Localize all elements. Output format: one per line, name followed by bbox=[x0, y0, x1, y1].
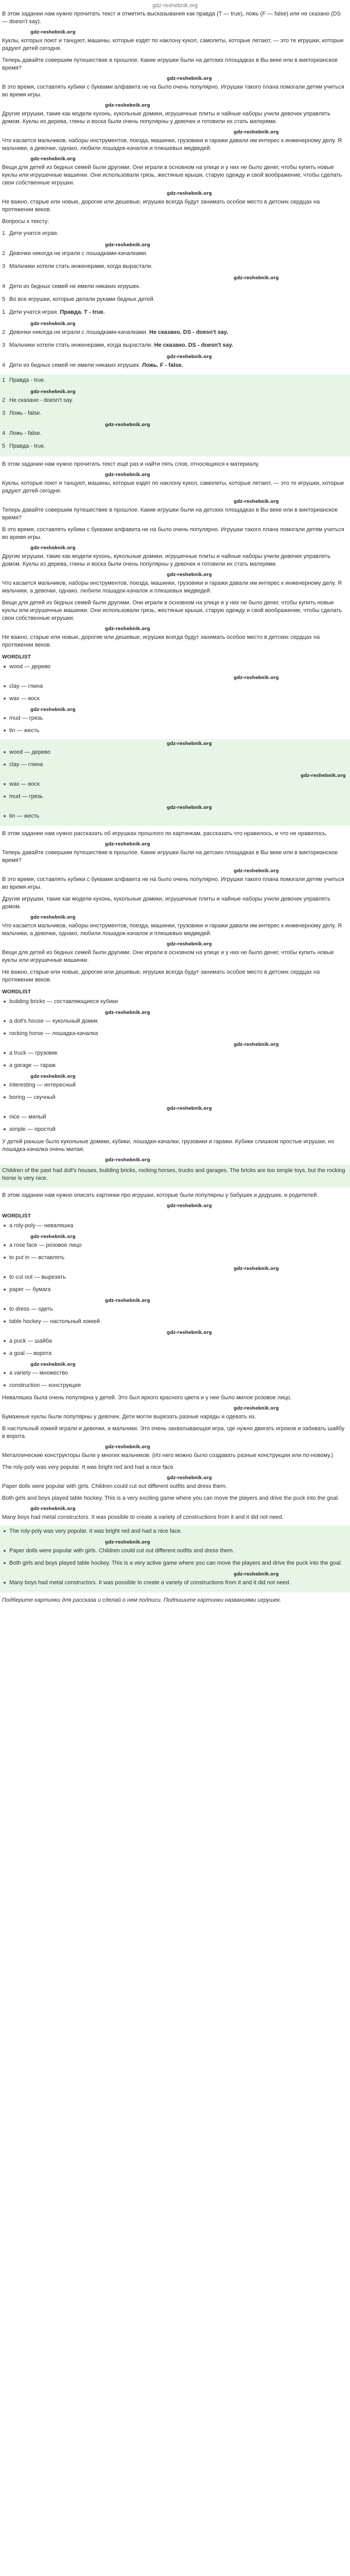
wordlist-title: WORDLIST bbox=[2, 989, 31, 995]
wordlist-item: a rose face — розовое лицо bbox=[2, 1242, 348, 1249]
wordlist-item: tin — жесть bbox=[2, 812, 348, 820]
watermark: gdz-reshebnik.org bbox=[167, 1106, 212, 1111]
watermark: gdz-reshebnik.org bbox=[105, 1445, 150, 1450]
list-item bbox=[2, 263, 348, 270]
task3-intro: В этом задании нам нужно рассказать об игрушках прошлого по картинкам, рассказать что нравилось, и что не нравилось. bbox=[2, 831, 327, 837]
item-text: Девочки никогда не играли с лошадками-качалками. bbox=[9, 329, 148, 335]
task4-p8: Many boys had metal constructors. It was possible to create a variety of constructions from it and it did not need. bbox=[2, 1514, 284, 1520]
wordlist-item: a roly-poly — неваляшка bbox=[2, 1222, 348, 1229]
list-item bbox=[2, 230, 348, 237]
answer-box bbox=[0, 375, 350, 456]
watermark: gdz-reshebnik.org bbox=[30, 1506, 76, 1512]
watermark: gdz-reshebnik.org bbox=[30, 707, 76, 713]
task4-p6: Paper dolls were popular with girls. Children could cut out different outfits and dress them. bbox=[2, 1483, 227, 1489]
wordlist-item: to cut out — вырезать bbox=[2, 1274, 348, 1281]
wordlist-item: simple — простой bbox=[2, 1126, 348, 1133]
answer-item bbox=[2, 430, 348, 437]
wordlist-item: clay — глина bbox=[2, 683, 348, 690]
task1-questions-header: Вопросы к тексту: bbox=[2, 218, 49, 225]
item-number: 1 bbox=[2, 377, 6, 383]
task2-p2: Теперь давайте совершим путешествие в прошлое. Какие игрушки были на детских площадках в Вы веке или в викторианское время? bbox=[2, 507, 338, 521]
list-item bbox=[2, 250, 348, 257]
list-item bbox=[2, 283, 348, 290]
item-number: 3 bbox=[2, 263, 6, 269]
watermark: gdz-reshebnik.org bbox=[167, 942, 212, 947]
item-number: 4 bbox=[2, 283, 6, 290]
watermark: gdz-reshebnik.org bbox=[167, 191, 212, 196]
watermark: gdz-reshebnik.org bbox=[30, 1362, 76, 1367]
item-text: Во все игрушки, которые делали руками бедных детей. bbox=[9, 296, 155, 302]
task3-p8: Children of the past had doll's houses, building bricks, rocking horses, trucks and garages. The bricks are too simple toys, but the rocking horse is very nice. bbox=[2, 1167, 345, 1181]
watermark: gdz-reshebnik.org bbox=[105, 842, 150, 847]
item-number: 4 bbox=[2, 430, 6, 436]
item-text: Мальчики хотели стать инженерами, когда вырастали. bbox=[9, 342, 153, 348]
watermark: gdz-reshebnik.org bbox=[234, 499, 279, 504]
answer-box bbox=[0, 1526, 350, 1592]
watermark: gdz-reshebnik.org bbox=[30, 30, 76, 35]
task4-p2: Бумажные куклы были популярны у девочек. Дети могли вырезать разные наряды и одевать их. bbox=[2, 1414, 256, 1420]
item-text: Мальчики хотели стать инженерами, когда вырастали. bbox=[9, 263, 153, 269]
item-text: Ложь - false. bbox=[9, 430, 42, 436]
answer-item: Paper dolls were popular with girls. Children could cut out different outfits and dress them. bbox=[2, 1547, 348, 1554]
watermark: gdz-reshebnik.org bbox=[167, 1476, 212, 1481]
task2-intro: В этом задании нам нужно прочитать текст ещё раз и найти пять слов, относящихся к материалу. bbox=[2, 461, 260, 467]
list-item bbox=[2, 296, 348, 303]
task1-questions bbox=[2, 230, 348, 303]
item-text: Дети из бедных семей не имели никаких игрушек. bbox=[9, 283, 141, 290]
wordlist-item: rocking horse — лошадка-качалка bbox=[2, 1030, 348, 1037]
task4-intro: В этом задании нам нужно описать картинки про игрушки, которые были популярны у бабушек и дедушек, и родителей. bbox=[2, 1192, 319, 1198]
wordlist-item: wax — воск bbox=[2, 695, 348, 702]
short-answers bbox=[2, 377, 348, 450]
answer-item bbox=[2, 342, 348, 349]
wordlist-item: a truck — грузовик bbox=[2, 1049, 348, 1057]
task3-p6: Не важно, старые или новые, дорогие или дешевые, игрушки всегда будут занимать особое место в детских сердцах на протяжении веков. bbox=[2, 969, 320, 983]
answer-text: Не сказано. DS - doesn't say. bbox=[154, 342, 233, 348]
watermark: gdz-reshebnik.org bbox=[105, 472, 150, 478]
answer-box bbox=[0, 1165, 350, 1188]
watermark: gdz-reshebnik.org bbox=[167, 1330, 212, 1335]
task1-p4: Другие игрушки, такие как модели кухонь, кукольные домики, игрушечные плиты и чайные наборы учили девочек управлять домом. Куклы из дерева, глины и воска были очень популярны у девочек и готовили их стать матерями. bbox=[2, 111, 330, 125]
watermark: gdz-reshebnik.org bbox=[30, 389, 76, 395]
watermark: gdz-reshebnik.org bbox=[30, 321, 76, 327]
wordlist-title: WORDLIST bbox=[2, 654, 31, 660]
answer-item bbox=[2, 377, 348, 384]
task4-p7: Both girls and boys played table hockey. This is a very exciting game where you can move the players and drive the puck into the goal. bbox=[2, 1495, 340, 1501]
wordlist-item: a variety — множество bbox=[2, 1369, 348, 1377]
wordlist-item: a garage — гараж bbox=[2, 1062, 348, 1069]
watermark: gdz-reshebnik.org bbox=[167, 741, 212, 747]
watermark: gdz-reshebnik.org bbox=[30, 1074, 76, 1079]
item-number: 1 bbox=[2, 230, 6, 236]
answer-item: Many boys had metal constructors. It was possible to create a variety of constructions from it and it did not need. bbox=[2, 1579, 348, 1586]
task4-p1: Неваляшка была очень популярна у детей. Это был яркого красного цвета и у нее было милое розовое лицо. bbox=[2, 1395, 292, 1401]
site-header[interactable]: gdz-reshebnik.org bbox=[152, 3, 198, 9]
answer-item bbox=[2, 443, 348, 450]
watermark: gdz-reshebnik.org bbox=[105, 1540, 150, 1545]
wordlist-item: wood — дерево bbox=[2, 749, 348, 756]
watermark: gdz-reshebnik.org bbox=[167, 76, 212, 81]
item-text: Правда - true. bbox=[9, 443, 46, 449]
watermark: gdz-reshebnik.org bbox=[105, 1158, 150, 1163]
task3-p7: У детей раньше было кукольные домики, кубики, лошадки-качалки, грузовики и гаражи. Кубики слишком простые игрушки, но лошадка-качалка очень милая. bbox=[2, 1139, 335, 1153]
item-number: 5 bbox=[2, 443, 6, 449]
watermark: gdz-reshebnik.org bbox=[234, 869, 279, 874]
wordlist-item: a puck — шайба bbox=[2, 1337, 348, 1345]
wordlist-item: to dress — одеть bbox=[2, 1306, 348, 1313]
watermark: gdz-reshebnik.org bbox=[105, 1010, 150, 1015]
wordlist-item: paper — бумага bbox=[2, 1286, 348, 1293]
wordlist-item: wood — дерево bbox=[2, 663, 348, 670]
watermark: gdz-reshebnik.org bbox=[30, 915, 76, 920]
item-number: 2 bbox=[2, 329, 6, 335]
item-number: 5 bbox=[2, 296, 6, 302]
task2-p1: Куклы, которые поют и танцуют, машины, которые ездят по наклону кукол, самолеты, которые летают, — это те игрушки, которые радуют детей сегодня. bbox=[2, 480, 344, 494]
watermark: gdz-reshebnik.org bbox=[234, 1042, 279, 1047]
item-text: Ложь - false. bbox=[9, 410, 42, 416]
watermark: gdz-reshebnik.org bbox=[234, 675, 279, 681]
wordlist-item: nice — милый bbox=[2, 1113, 348, 1121]
task1-p6: Вещи для детей из бедных семей были другими. Они играли в основном на улице и у них не было денег, чтобы купить новые куклы или игрушечные машинки. Они использовали грязь, жестяные крыши, старую одежду и свой воображение, чтобы сделать свои собственные игрушки. bbox=[2, 164, 342, 186]
task1-p3: В это время, составлять кубики с буквами алфавита не на было очень популярно. Игрушки такого плана помогали детям учиться во время игры. bbox=[2, 84, 344, 98]
answer-wordlist bbox=[2, 749, 348, 820]
watermark: gdz-reshebnik.org bbox=[234, 276, 279, 281]
wordlist-item: mud — грязь bbox=[2, 793, 348, 800]
wordlist-item: table hockey — настольный хоккей bbox=[2, 1318, 348, 1325]
task3-p1: Теперь давайте совершим путешествие в прошлое. Какие игрушки были на детских площадках в Вы веке или в викторианское время? bbox=[2, 850, 338, 863]
watermark: gdz-reshebnik.org bbox=[167, 572, 212, 578]
item-number: 1 bbox=[2, 309, 6, 315]
watermark: gdz-reshebnik.org bbox=[105, 422, 150, 428]
watermark: gdz-reshebnik.org bbox=[234, 130, 279, 135]
task2-p6: Вещи для детей из бедных семей были другими. Они играли в основном на улице и у них не было денег, чтобы купить новые куклы или игрушечные машинки. Они использовали грязь, жестяные крыши, старую одежду и свой воображение, чтобы сделать свои собственные игрушки. bbox=[2, 600, 342, 621]
task4-p3: В настольный хоккей играли и девочки, и мальчики. Это очень захватывающая игра, где нужно двигать игроков и забивать шайбу в ворота. bbox=[2, 1426, 345, 1439]
wordlist bbox=[2, 663, 348, 734]
task1-p1: Куклы, которых поют и танцуют, машины, которые ездят по наклону кукол, самолеты, которые летают, — это те игрушки, которые радуют детей сегодня. bbox=[2, 38, 344, 52]
wordlist-item: to put in — вставлять bbox=[2, 1254, 348, 1261]
task1-p5: Что касается мальчиков, наборы инструментов, поезда, машинки, грузовики и гаражи давали им интерес к инженерному делу. Я мальчики, а девочки, однако, любили лошадок-качалок и плюшевых медведей. bbox=[2, 138, 342, 151]
answer-item bbox=[2, 397, 348, 404]
wordlist bbox=[2, 998, 348, 1133]
answer-box bbox=[0, 739, 350, 826]
task1-intro: В этом задании нам нужно прочитать текст и отметить высказывания как правда (T — true), ложь (F — false) или не сказано (DS — doesn't say). bbox=[2, 11, 341, 25]
watermark: gdz-reshebnik.org bbox=[234, 1572, 279, 1577]
wordlist-item: wax — воск bbox=[2, 781, 348, 788]
wordlist-title: WORDLIST bbox=[2, 1213, 31, 1219]
answer-text: Правда. T - true. bbox=[60, 309, 105, 315]
item-number: 3 bbox=[2, 410, 6, 416]
answer-text: Не сказано. DS - doesn't say. bbox=[149, 329, 229, 335]
answers-list bbox=[2, 309, 348, 369]
wordlist-item: interesting — интересный bbox=[2, 1081, 348, 1089]
task4-p4: Металлические конструкторы были у многих мальчиков. (Из него можно было создавать разные конструкции или по-новому.) bbox=[2, 1452, 334, 1459]
task3-p5: Вещи для детей из бедных семей были другими. Они играли в основном на улице и у них не было денег, чтобы купить новые куклы или игрушечные машинки. bbox=[2, 950, 334, 963]
answer-item: Both girls and boys played table hockey. This is a very active game where you can move the players and drive the puck into the goal. bbox=[2, 1560, 348, 1567]
task1-p7: Не важно, старые или новые, дорогие или дешевые, игрушки всегда будут занимать особое место в детских сердцах на протяжении веков. bbox=[2, 199, 320, 213]
item-number: 2 bbox=[2, 250, 6, 257]
wordlist-item: building bricks — составляющиеся кубики bbox=[2, 998, 348, 1005]
watermark: gdz-reshebnik.org bbox=[167, 354, 212, 360]
task2-p5: Что касается мальчиков, наборы инструментов, поезда, машинки, грузовики и гаражи давали им интерес к инженерному делу. Я мальчики, а девочки, однако, любили лошадок-качалок и плюшевых медведей. bbox=[2, 580, 342, 594]
task1-p2: Теперь давайте совершим путешествие в прошлое. Какие игрушки были на детских площадках в Вы веке или в викторианское время? bbox=[2, 57, 338, 71]
wordlist-item: a goal — ворота bbox=[2, 1350, 348, 1357]
watermark: gdz-reshebnik.org bbox=[301, 773, 346, 778]
watermark: gdz-reshebnik.org bbox=[30, 1234, 76, 1240]
wordlist-item: clay — глина bbox=[2, 761, 348, 768]
wordlist-item: construction — конструкция bbox=[2, 1382, 348, 1389]
item-number: 2 bbox=[2, 397, 6, 403]
task3-p3: Другие игрушки, такие как модели кухонь, кукольные домики, игрушечные плиты и чайные наборы учили девочек управлять домом. bbox=[2, 896, 330, 910]
watermark: gdz-reshebnik.org bbox=[30, 546, 76, 551]
wordlist-item: tin — жесть bbox=[2, 727, 348, 734]
answer-item bbox=[2, 410, 348, 417]
answer-list bbox=[2, 1528, 348, 1586]
task2-p4: Другие игрушки, такие как модели кухонь, кукольные домики, игрушечные плиты и чайные наборы учили девочек управлять домом. Куклы из дерева, глины и воска были очень популярны у девочек и готовили их стать матерями. bbox=[2, 553, 330, 567]
task3-p4: Что касается мальчиков, наборы инструментов, поезда, машинки, грузовики и гаражи давали им интерес к инженерному делу. Я мальчики, а девочки, однако, любили лошадок-качалок и плюшевых медведей. bbox=[2, 923, 342, 937]
watermark: gdz-reshebnik.org bbox=[167, 1204, 212, 1209]
item-text: Правда - true. bbox=[9, 377, 46, 383]
item-text: Дети из бедных семей не имели никаких игрушек. bbox=[9, 362, 141, 368]
wordlist-item: a doll's house — кукольный домик bbox=[2, 1018, 348, 1025]
watermark: gdz-reshebnik.org bbox=[30, 157, 76, 162]
watermark: gdz-reshebnik.org bbox=[105, 103, 150, 108]
answer-item bbox=[2, 362, 348, 369]
watermark: gdz-reshebnik.org bbox=[167, 805, 212, 810]
item-text: Не сказано - doesn't say. bbox=[9, 397, 74, 403]
task3-p2: В это время, составлять кубики с буквами алфавита не на было очень популярно. Игрушки такого плана помогали детям учиться во время игры. bbox=[2, 876, 344, 890]
watermark: gdz-reshebnik.org bbox=[234, 1406, 279, 1411]
answer-item: The roly-poly was very popular. It was bright red and had a nice face. bbox=[2, 1528, 348, 1535]
watermark: gdz-reshebnik.org bbox=[234, 1266, 279, 1272]
item-number: 4 bbox=[2, 362, 6, 368]
answer-text: Ложь. F - false. bbox=[142, 362, 183, 368]
item-text: Девочки никогда не играли с лошадками-качалками. bbox=[9, 250, 148, 257]
watermark: gdz-reshebnik.org bbox=[105, 1298, 150, 1303]
watermark: gdz-reshebnik.org bbox=[105, 626, 150, 632]
item-text: Дети учатся играя. bbox=[9, 309, 59, 315]
answer-item bbox=[2, 329, 348, 336]
wordlist bbox=[2, 1222, 348, 1389]
task4-p5: The roly-poly was very popular. It was bright red and had a nice face. bbox=[2, 1464, 175, 1470]
answer-item bbox=[2, 309, 348, 316]
item-number: 3 bbox=[2, 342, 6, 348]
item-text: Дети учатся играя. bbox=[9, 230, 59, 236]
wordlist-item: mud — грязь bbox=[2, 715, 348, 722]
task2-p7: Не важно, старые или новые, дорогие или дешевые, игрушки всегда будут занимать особое место в детских сердцах на протяжении веков. bbox=[2, 634, 320, 648]
wordlist-item: boring — скучный bbox=[2, 1094, 348, 1101]
watermark: gdz-reshebnik.org bbox=[105, 243, 150, 248]
task2-p3: В это время, составлять кубики с буквами алфавита не на было очень популярно. Игрушки такого плана помогали детям учиться во время игры. bbox=[2, 527, 344, 540]
bottom-caption: Подберите картинки для рассказа и сделай о нем подписи. Подпишите картинки названиями игрушек. bbox=[2, 1597, 282, 1603]
